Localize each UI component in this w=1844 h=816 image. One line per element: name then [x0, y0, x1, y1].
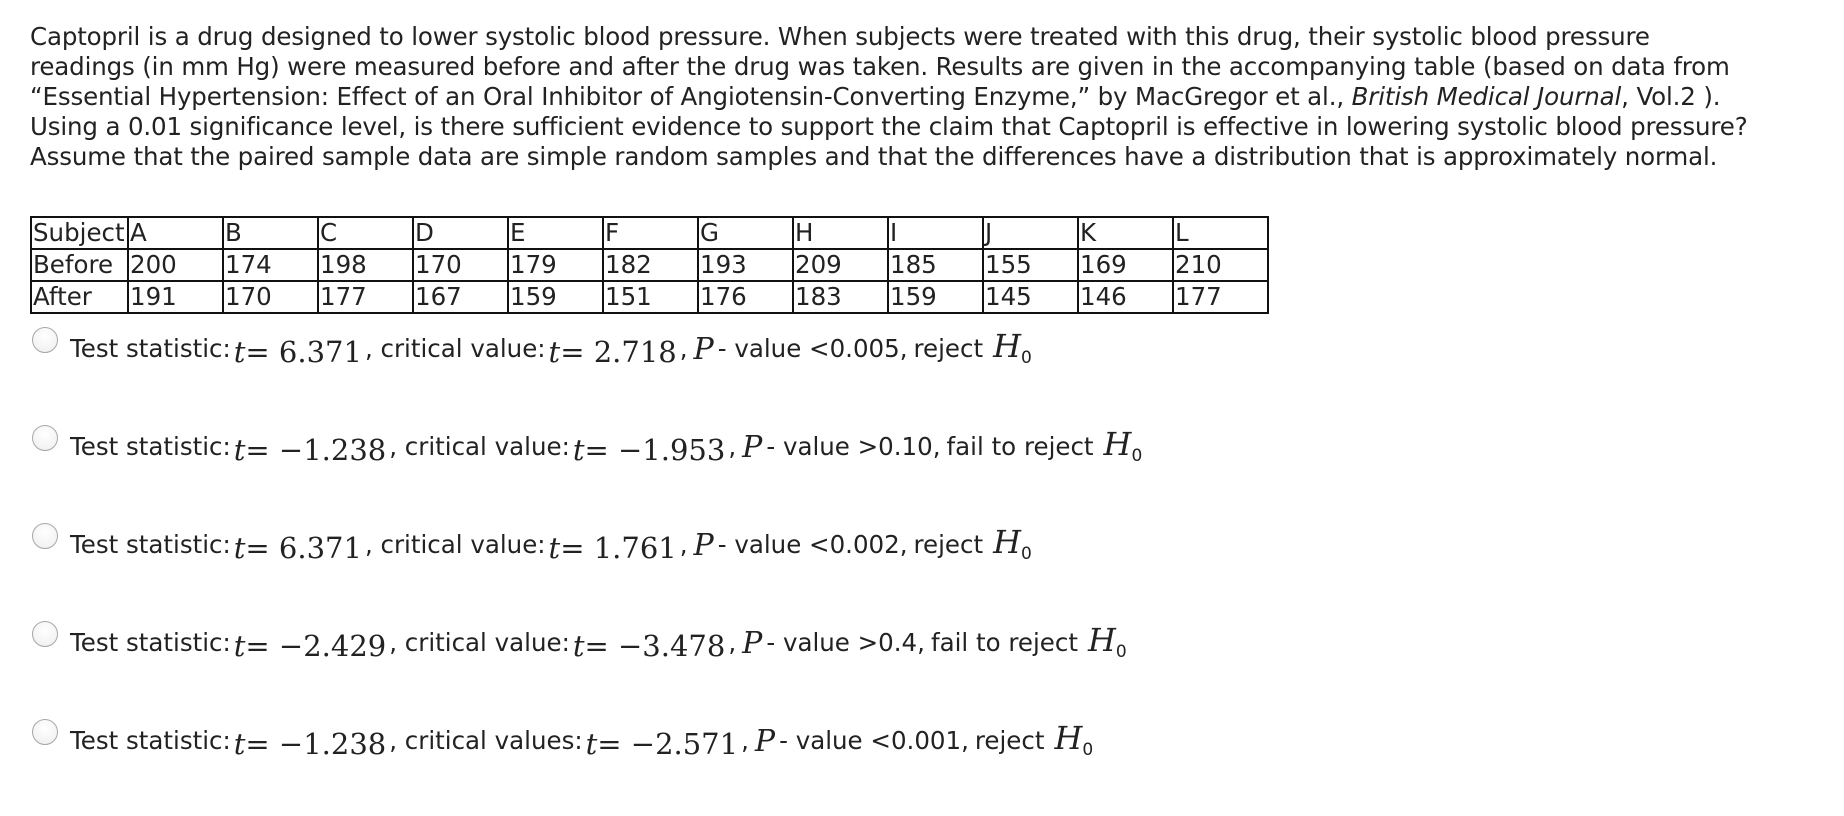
test-statistic-label: Test statistic:	[70, 333, 231, 363]
null-hypothesis-symbol	[993, 327, 1032, 368]
h-subscript: 0	[1131, 446, 1143, 466]
radio-button[interactable]	[32, 523, 58, 549]
table-cell: 185	[888, 249, 983, 281]
journal-name: British Medical Journal	[1351, 82, 1622, 111]
test-statistic-value	[234, 335, 362, 369]
t-symbol: t	[572, 433, 585, 467]
t-symbol: t	[233, 629, 246, 663]
p-value-text: - value <0.001,	[779, 725, 969, 755]
table-row	[31, 249, 1268, 281]
row-header: Before	[31, 249, 128, 281]
p-symbol: P	[693, 527, 714, 563]
decision-text: reject	[913, 333, 984, 363]
question-line: readings (in mm Hg) were measured before and after the drug was taken. Results are given in the accompanying table (based on data from	[30, 52, 1730, 81]
radio-button[interactable]	[32, 719, 58, 745]
h-symbol: H	[1087, 621, 1116, 659]
question-line: Assume that the paired sample data are simple random samples and that the differences have a distribution that is approximately normal.	[30, 142, 1718, 171]
h-subscript: 0	[1021, 348, 1032, 368]
decision-text: fail to reject	[946, 431, 1094, 461]
critical-value-label: , critical values:	[389, 725, 583, 755]
table-cell: H	[793, 217, 888, 249]
test-statistic-value	[234, 433, 387, 467]
h-symbol: H	[993, 327, 1021, 365]
table-cell: 210	[1173, 249, 1268, 281]
critical-value-label: , critical value:	[364, 333, 546, 363]
critical-value	[549, 531, 677, 565]
table-cell: D	[413, 217, 508, 249]
critical-value	[573, 629, 726, 663]
critical-t-value: = 2.718	[560, 335, 677, 369]
table-cell: 198	[318, 249, 413, 281]
comma: ,	[728, 431, 737, 461]
table-cell: 146	[1078, 281, 1173, 313]
critical-value	[549, 335, 677, 369]
p-symbol: P	[742, 429, 763, 465]
comma: ,	[741, 725, 749, 755]
critical-value-label: , critical value:	[364, 529, 546, 559]
answer-option-5[interactable]	[32, 720, 1093, 760]
h-subscript: 0	[1021, 544, 1032, 564]
null-hypothesis-symbol	[1087, 621, 1127, 662]
test-statistic-label: Test statistic:	[70, 529, 231, 559]
t-symbol: t	[233, 335, 246, 369]
table-cell: 177	[318, 281, 413, 313]
p-value-text: - value >0.4,	[766, 627, 925, 657]
table-cell: 193	[698, 249, 793, 281]
critical-t-value: = −3.478	[584, 629, 726, 663]
critical-t-value: = −1.953	[584, 433, 726, 467]
critical-t-value: = −2.571	[597, 727, 739, 761]
data-table	[30, 216, 1269, 314]
table-cell: 167	[413, 281, 508, 313]
test-statistic-label: Test statistic:	[70, 725, 231, 755]
row-header: Subject	[31, 217, 128, 249]
t-symbol: t	[585, 727, 598, 761]
answer-option-1[interactable]	[32, 328, 1032, 368]
table-cell: 182	[603, 249, 698, 281]
t-symbol: t	[548, 335, 561, 369]
critical-value-label: , critical value:	[389, 431, 570, 461]
table-cell: 159	[888, 281, 983, 313]
t-symbol: t	[233, 727, 246, 761]
test-statistic-label: Test statistic:	[70, 627, 231, 657]
null-hypothesis-symbol	[1054, 719, 1094, 760]
table-cell: 155	[983, 249, 1078, 281]
t-symbol: t	[572, 629, 585, 663]
table-cell: E	[508, 217, 603, 249]
table-cell: 209	[793, 249, 888, 281]
decision-text: reject	[974, 725, 1045, 755]
table-cell: K	[1078, 217, 1173, 249]
p-value-text: - value <0.005,	[717, 333, 908, 363]
critical-value	[586, 727, 739, 761]
t-value: = −1.238	[245, 433, 387, 467]
table-cell: 183	[793, 281, 888, 313]
table-cell: F	[603, 217, 698, 249]
decision-text: reject	[913, 529, 984, 559]
h-subscript: 0	[1115, 642, 1127, 662]
t-symbol: t	[233, 433, 246, 467]
radio-button[interactable]	[32, 327, 58, 353]
t-value: = −2.429	[245, 629, 387, 663]
table-cell: 174	[223, 249, 318, 281]
row-header: After	[31, 281, 128, 313]
question-line: Captopril is a drug designed to lower systolic blood pressure. When subjects were treated with this drug, their systolic blood pressure	[30, 22, 1650, 51]
h-symbol: H	[1054, 719, 1083, 757]
question-text	[30, 22, 1820, 172]
table-cell: J	[983, 217, 1078, 249]
h-symbol: H	[993, 523, 1021, 561]
question-text-segment: , Vol.2 ).	[1621, 82, 1721, 111]
comma: ,	[679, 333, 688, 363]
t-symbol: t	[233, 531, 246, 565]
test-statistic-value	[234, 629, 387, 663]
question-text-segment: “Essential Hypertension: Effect of an Oral Inhibitor of Angiotensin-Converting Enzyme,” by MacGregor et al.,	[30, 82, 1352, 111]
test-statistic-value	[234, 727, 387, 761]
p-value-text: - value >0.10,	[766, 431, 941, 461]
table-cell: 200	[128, 249, 223, 281]
comma: ,	[679, 529, 688, 559]
test-statistic-label: Test statistic:	[70, 431, 231, 461]
table-row	[31, 217, 1268, 249]
table-cell: 170	[413, 249, 508, 281]
h-symbol: H	[1103, 425, 1132, 463]
table-cell: 169	[1078, 249, 1173, 281]
t-value: = −1.238	[245, 727, 387, 761]
null-hypothesis-symbol	[993, 523, 1032, 564]
table-cell: 159	[508, 281, 603, 313]
p-value-text: - value <0.002,	[717, 529, 908, 559]
question-line: Using a 0.01 significance level, is there sufficient evidence to support the claim that Captopril is effective in lowering systolic blood pressure?	[30, 112, 1748, 141]
table-cell: C	[318, 217, 413, 249]
answer-option-2[interactable]	[32, 426, 1142, 466]
h-subscript: 0	[1082, 740, 1094, 760]
table-cell: L	[1173, 217, 1268, 249]
critical-value	[573, 433, 726, 467]
table-cell: A	[128, 217, 223, 249]
radio-button[interactable]	[32, 621, 58, 647]
table-cell: 179	[508, 249, 603, 281]
table-cell: 145	[983, 281, 1078, 313]
table-cell: 177	[1173, 281, 1268, 313]
decision-text: fail to reject	[930, 627, 1078, 657]
table-row	[31, 281, 1268, 313]
test-statistic-value	[234, 531, 362, 565]
t-value: = 6.371	[245, 531, 362, 565]
t-symbol: t	[548, 531, 561, 565]
answer-option-3[interactable]	[32, 524, 1032, 564]
answer-option-4[interactable]	[32, 622, 1127, 662]
table-cell: B	[223, 217, 318, 249]
table-cell: 151	[603, 281, 698, 313]
table-cell: G	[698, 217, 793, 249]
null-hypothesis-symbol	[1103, 425, 1143, 466]
table-cell: 176	[698, 281, 793, 313]
question-line	[30, 82, 1820, 112]
critical-t-value: = 1.761	[560, 531, 677, 565]
table-cell: I	[888, 217, 983, 249]
critical-value-label: , critical value:	[389, 627, 570, 657]
comma: ,	[728, 627, 737, 657]
p-symbol: P	[754, 723, 776, 759]
table-cell: 170	[223, 281, 318, 313]
p-symbol: P	[742, 625, 763, 661]
t-value: = 6.371	[245, 335, 362, 369]
table-cell: 191	[128, 281, 223, 313]
p-symbol: P	[693, 331, 714, 367]
radio-button[interactable]	[32, 425, 58, 451]
